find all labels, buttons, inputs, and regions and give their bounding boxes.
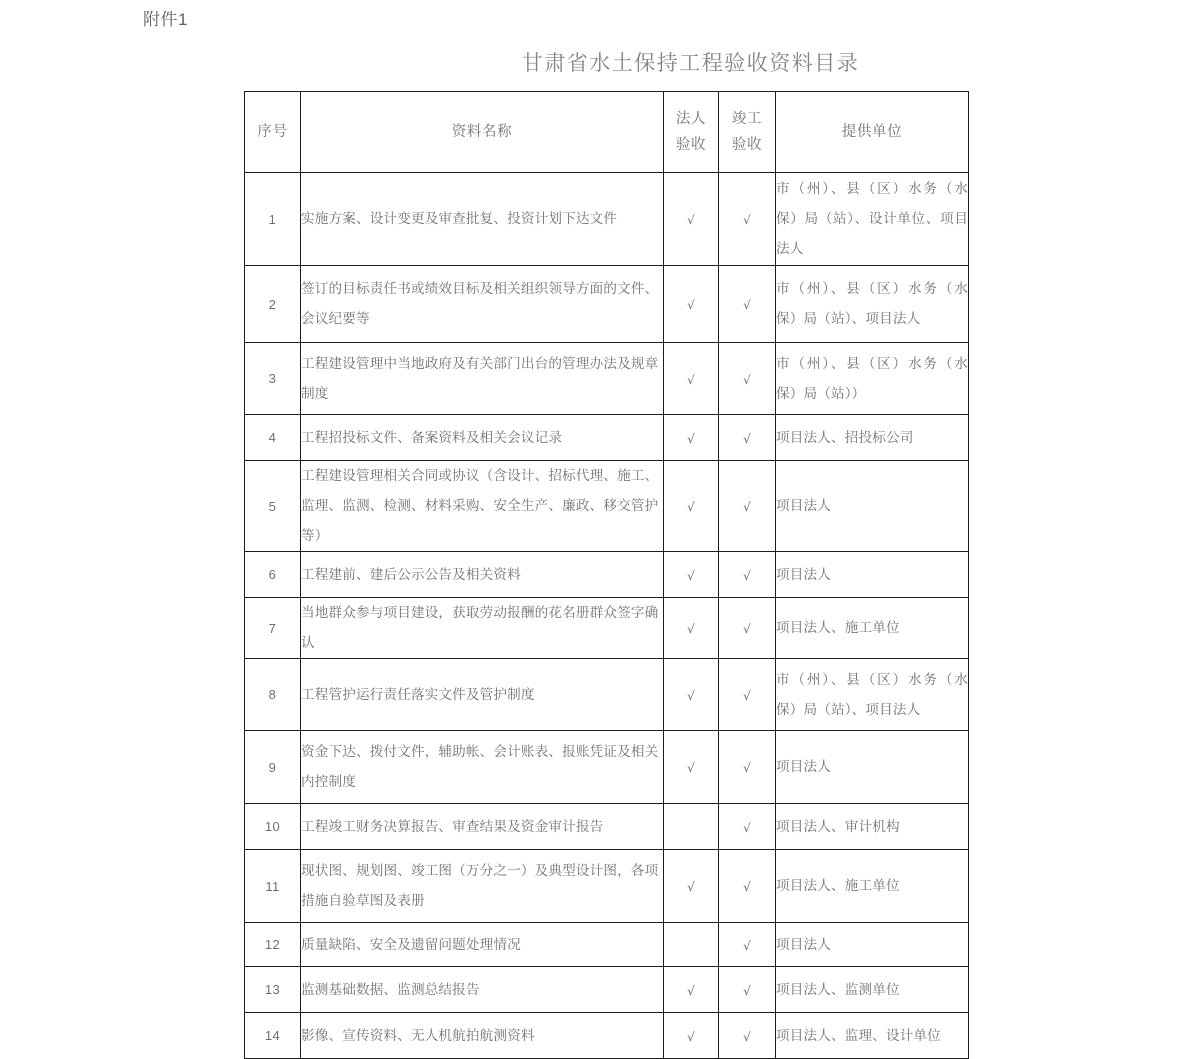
check-icon: √ [687,431,695,446]
cell-legal-acceptance [664,552,719,598]
check-icon: √ [687,568,695,583]
cell-seq: 11 [245,850,301,923]
cell-legal-acceptance [664,173,719,266]
check-icon: √ [743,820,751,835]
cell-legal-acceptance [664,1013,719,1059]
cell-seq: 12 [245,923,301,967]
check-icon: √ [687,213,695,227]
column-header-material-name: 资料名称 [301,92,664,173]
cell-final-acceptance [719,731,776,804]
table-header-row [245,92,969,173]
cell-final-acceptance [719,923,776,967]
table-row [245,923,969,967]
check-icon: √ [687,761,695,775]
check-icon: √ [687,622,695,636]
check-icon: √ [687,500,695,514]
table-row [245,343,969,415]
cell-seq: 3 [245,343,301,415]
cell-final-acceptance [719,461,776,552]
check-icon: √ [743,688,751,703]
cell-provider: 项目法人、监测单位 [776,967,969,1013]
cell-seq: 14 [245,1013,301,1059]
cell-provider: 市（州）、县（区）水务（水保）局（站）、项目法人 [776,659,969,731]
cell-legal-acceptance [664,659,719,731]
cell-seq: 5 [245,461,301,552]
check-icon: √ [743,298,751,312]
cell-seq: 10 [245,804,301,850]
table-row [245,850,969,923]
table-row [245,659,969,731]
check-icon: √ [743,213,751,227]
cell-provider: 项目法人 [776,461,969,552]
cell-provider: 市（州）、县（区）水务（水保）局（站）） [776,343,969,415]
cell-seq: 13 [245,967,301,1013]
cell-material-name: 实施方案、设计变更及审查批复、投资计划下达文件 [301,173,664,266]
cell-final-acceptance [719,804,776,850]
check-icon: √ [743,372,751,387]
cell-provider: 项目法人、审计机构 [776,804,969,850]
cell-legal-acceptance [664,923,719,967]
check-icon: √ [743,568,751,583]
cell-provider: 市（州）、县（区）水务（水保）局（站）、项目法人 [776,266,969,343]
cell-seq: 4 [245,415,301,461]
cell-final-acceptance [719,659,776,731]
cell-seq: 7 [245,598,301,659]
cell-provider: 项目法人 [776,923,969,967]
cell-provider: 项目法人、施工单位 [776,850,969,923]
check-icon: √ [743,500,751,514]
cell-seq: 8 [245,659,301,731]
acceptance-materials-table-wrap [244,91,968,1059]
column-header-final-acceptance: 竣工验收 [719,92,776,173]
table-row [245,266,969,343]
check-icon: √ [687,880,695,894]
cell-legal-acceptance [664,850,719,923]
cell-final-acceptance [719,967,776,1013]
cell-material-name: 工程建设管理中当地政府及有关部门出台的管理办法及规章制度 [301,343,664,415]
check-icon: √ [687,688,695,703]
cell-material-name: 签订的目标责任书或绩效目标及相关组织领导方面的文件、会议纪要等 [301,266,664,343]
cell-seq: 1 [245,173,301,266]
table-row [245,598,969,659]
table-row [245,731,969,804]
check-icon: √ [743,1029,751,1044]
table-row [245,1013,969,1059]
cell-material-name: 工程管护运行责任落实文件及管护制度 [301,659,664,731]
cell-material-name: 质量缺陷、安全及遗留问题处理情况 [301,923,664,967]
cell-provider: 项目法人、监理、设计单位 [776,1013,969,1059]
table-body [245,173,969,1059]
cell-provider: 项目法人、招投标公司 [776,415,969,461]
cell-final-acceptance [719,552,776,598]
cell-material-name: 监测基础数据、监测总结报告 [301,967,664,1013]
column-header-seq: 序号 [245,92,301,173]
cell-provider: 项目法人 [776,552,969,598]
cell-legal-acceptance [664,461,719,552]
table-row [245,461,969,552]
table-row [245,552,969,598]
table-row [245,804,969,850]
cell-provider: 项目法人、施工单位 [776,598,969,659]
cell-provider: 项目法人 [776,731,969,804]
cell-final-acceptance [719,173,776,266]
cell-seq: 9 [245,731,301,804]
cell-material-name: 工程建设管理相关合同或协议（含设计、招标代理、施工、监理、监测、检测、材料采购、安全生产、廉政、移交管护等） [301,461,664,552]
check-icon: √ [687,298,695,312]
cell-final-acceptance [719,1013,776,1059]
cell-material-name: 影像、宣传资料、无人机航拍航测资料 [301,1013,664,1059]
table-row [245,967,969,1013]
check-icon: √ [743,983,751,998]
column-header-legal-acceptance: 法人验收 [664,92,719,173]
cell-material-name: 工程建前、建后公示公告及相关资料 [301,552,664,598]
cell-final-acceptance [719,598,776,659]
attachment-label: 附件1 [143,10,188,29]
cell-seq: 2 [245,266,301,343]
cell-final-acceptance [719,266,776,343]
cell-legal-acceptance [664,266,719,343]
cell-legal-acceptance [664,804,719,850]
table-row [245,173,969,266]
acceptance-materials-table [244,91,969,1059]
cell-legal-acceptance [664,731,719,804]
cell-final-acceptance [719,850,776,923]
cell-final-acceptance [719,343,776,415]
check-icon: √ [743,938,751,953]
check-icon: √ [687,372,695,387]
check-icon: √ [743,880,751,894]
check-icon: √ [743,622,751,636]
cell-legal-acceptance [664,598,719,659]
cell-legal-acceptance [664,415,719,461]
cell-material-name: 现状图、规划图、竣工图（万分之一）及典型设计图，各项措施自验草图及表册 [301,850,664,923]
check-icon: √ [743,761,751,775]
check-icon: √ [687,1029,695,1044]
cell-material-name: 当地群众参与项目建设，获取劳动报酬的花名册群众签字确认 [301,598,664,659]
cell-final-acceptance [719,415,776,461]
page-title: 甘肃省水土保持工程验收资料目录 [521,51,860,75]
check-icon: √ [743,431,751,446]
cell-material-name: 工程招投标文件、备案资料及相关会议记录 [301,415,664,461]
cell-legal-acceptance [664,343,719,415]
table-row [245,415,969,461]
cell-material-name: 工程竣工财务决算报告、审查结果及资金审计报告 [301,804,664,850]
column-header-provider: 提供单位 [776,92,969,173]
check-icon: √ [687,983,695,998]
cell-provider: 市（州）、县（区）水务（水保）局（站）、设计单位、项目法人 [776,173,969,266]
cell-material-name: 资金下达、拨付文件，辅助帐、会计账表、报账凭证及相关内控制度 [301,731,664,804]
cell-seq: 6 [245,552,301,598]
cell-legal-acceptance [664,967,719,1013]
